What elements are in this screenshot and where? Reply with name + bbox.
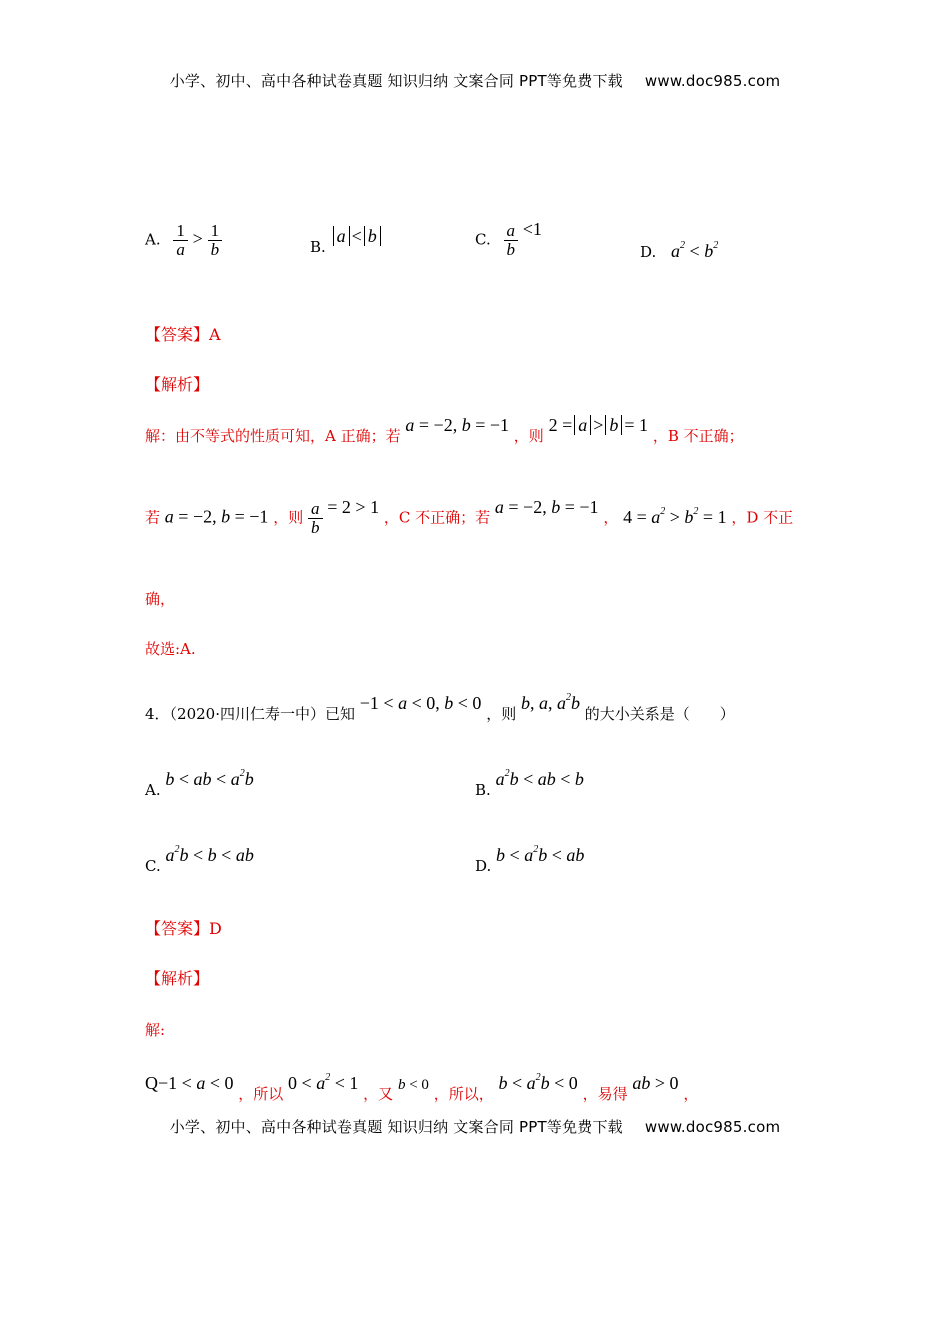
formula-abs-a-lt-abs-b: a < b [331,226,383,246]
q4-solution-label: 解: [145,1021,166,1039]
q4-solution-line: Q−1 < a < 0 ，所以 $0 < a^2 < 1$ ，又 b < 0 ，所以， $b < a^2b < 0$ ，易得 ab > 0 ， [145,1072,699,1103]
formula-b-a2b-0: $b < a^2b < 0$ [498,1072,578,1093]
q4-option-c: C. $a^2b < b$ < ab [145,844,254,875]
formula-a2-lt-b2: $a^2 < b^2$ [671,240,719,261]
q4-option-b: B. $a^2b$ < ab < b [475,768,584,799]
formula-gt: > [192,228,203,249]
header-site: www.doc985.com [644,72,781,90]
formula-one-over-a: $\frac{1}{a}$ [173,222,188,259]
option-label-d: D. [640,243,657,261]
q4-answer: 【答案】D [145,919,222,938]
formula-eq-2-gt-1: = 2 > 1 [327,496,380,517]
q3-option-a [145,222,222,259]
formula-one-over-b: $\frac{1}{b}$ [208,222,223,259]
option-label-c: C. [475,230,491,249]
formula-4-a2-b2: $4 = a^2 > b^2 = 1$ [623,505,727,527]
formula-a-over-b-2: $\frac{a}{b}$ [308,500,323,537]
q3-option-b [310,226,383,257]
q4-option-d: D. $b < a^2b$ < ab [475,844,585,875]
q3-option-d [640,240,718,262]
formula-a2b-ab-b: $a^2b$ < ab < b [495,768,584,789]
option-label-b: B. [310,238,326,256]
formula-a-neg2-b-neg1: a = −2, b = −1 [405,415,510,435]
q3-option-c [475,218,542,259]
q3-answer: 【答案】A [145,325,221,344]
q3-solution-line2: 若 a = −2, b = −1 ，则 $\frac{a}{b}$ = 2 > 1 ，C 不正确；若 a = −2, b = −1 ， $4 = a^2 > b^2 = 1$ ，D 不正 [145,496,794,537]
option-label-a: A. [145,230,161,249]
formula-a-over-b: $\frac{a}{b}$ [504,222,519,259]
q3-analysis-label: 【解析】 [145,375,210,394]
footer-text: 小学、初中、高中各种试卷真题 知识归纳 文案合同 PPT等免费下载 [169,1118,623,1136]
formula-a-neg2-b-neg1-3: a = −2, b = −1 [494,496,599,517]
q4-analysis-label: 【解析】 [145,969,210,988]
formula-b-a-a2b: b, a, $a^2b$ [520,692,580,713]
formula-b-lt-0: b < 0 [397,1077,429,1093]
formula-b-ab-a2b: b < ab < $a^2b$ [165,768,254,789]
page-header [0,70,950,91]
q3-solution-line1: 解：由不等式的性质可知，A 正确；若 a = −2, b = −1 ，则 2 = a > b = 1 ，B 不正确； [145,415,744,445]
formula-a-neg2-b-neg1-2: a = −2, b = −1 [164,506,269,527]
formula-because-condition: Q−1 < a < 0 [145,1073,234,1093]
formula-lt-one: <1 [522,218,542,239]
q4-stem: 4．（2020·四川仁寿一中）已知 −1 < a < 0, b < 0 ，则 b, a, $a^2b$ 的大小关系是（ ） [145,692,735,723]
page-footer [0,1116,950,1137]
header-text: 小学、初中、高中各种试卷真题 知识归纳 文案合同 PPT等免费下载 [169,72,623,90]
footer-site: www.doc985.com [644,1118,781,1136]
q4-option-a: A. b < ab < $a^2b$ [145,768,254,799]
formula-b-a2b-ab: $b < a^2b$ < ab [496,844,585,865]
formula-2-abs: 2 = a > b = 1 [548,415,649,435]
formula-0-a2-1: $0 < a^2 < 1$ [288,1072,359,1093]
formula-ab-gt-0: ab > 0 [632,1073,679,1093]
formula-q4-condition: −1 < a < 0, b < 0 [359,693,482,713]
formula-a2b-b-ab: $a^2b < b$ < ab [165,844,254,865]
q3-solution-line3: 确， [145,590,176,608]
q3-choose: 故选:A. [145,640,196,658]
